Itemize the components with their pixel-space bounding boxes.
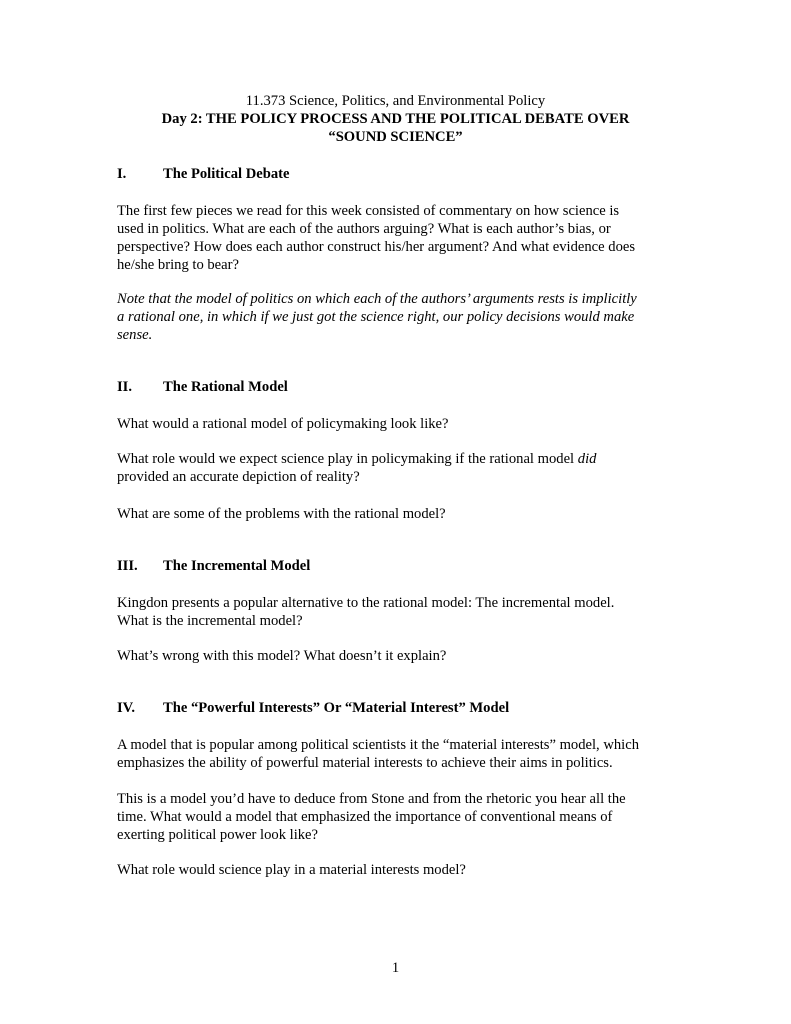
paragraph: [117, 202, 677, 274]
section-number: I.: [117, 166, 127, 182]
section-number: III.: [117, 558, 138, 574]
text-line: [117, 450, 677, 468]
section-heading-political-debate: [117, 166, 289, 183]
lecture-title-line-1: Day 2: THE POLICY PROCESS AND THE POLITICAL DEBATE OVER: [161, 111, 630, 127]
text-line: Note that the model of politics on which each of the authors’ arguments rests is implicitly: [117, 291, 637, 307]
text-line: This is a model you’d have to deduce from Stone and from the rhetoric you hear all the: [117, 791, 626, 807]
section-title: The Political Debate: [163, 166, 290, 182]
course-title: 11.373 Science, Politics, and Environmental Policy: [245, 93, 546, 109]
paragraph: [117, 861, 677, 879]
text-segment: What role would we expect science play in policymaking if the rational model: [117, 451, 578, 467]
text-line: he/she bring to bear?: [117, 257, 239, 273]
text-line: a rational one, in which if we just got the science right, our policy decisions would make: [117, 309, 635, 325]
text-line: perspective? How does each author construct his/her argument? And what evidence does: [117, 239, 636, 255]
text-line: A model that is popular among political scientists it the “material interests” model, which: [117, 737, 640, 753]
paragraph: [117, 647, 677, 665]
section-title: The “Powerful Interests” Or “Material Interest” Model: [163, 700, 510, 716]
text-line: Kingdon presents a popular alternative to the rational model: The incremental model.: [117, 595, 615, 611]
lecture-title-line-2: “SOUND SCIENCE”: [328, 129, 463, 145]
text-line: What are some of the problems with the rational model?: [117, 506, 446, 522]
text-line: provided an accurate depiction of reality?: [117, 469, 360, 485]
paragraph: [117, 450, 677, 486]
text-line: exerting political power look like?: [117, 827, 319, 843]
paragraph: [117, 736, 677, 772]
text-line: emphasizes the ability of powerful material interests to achieve their aims in politics.: [117, 755, 613, 771]
section-title: The Incremental Model: [163, 558, 311, 574]
paragraph: [117, 415, 677, 433]
text-line: What would a rational model of policymaking look like?: [117, 416, 449, 432]
text-line: What role would science play in a material interests model?: [117, 862, 466, 878]
italic-note-paragraph: [117, 290, 677, 344]
paragraph: [117, 790, 677, 844]
text-line: time. What would a model that emphasized the importance of conventional means of: [117, 809, 613, 825]
section-heading-material-interest-model: [117, 700, 509, 717]
paragraph: [117, 594, 677, 630]
text-line: The first few pieces we read for this week consisted of commentary on how science is: [117, 203, 620, 219]
text-line: sense.: [117, 327, 153, 343]
text-line: used in politics. What are each of the authors arguing? What is each author’s bias, or: [117, 221, 611, 237]
section-number: II.: [117, 379, 133, 395]
emphasized-word: did: [577, 451, 597, 467]
section-heading-incremental-model: [117, 558, 310, 575]
section-title: The Rational Model: [163, 379, 288, 395]
text-line: What’s wrong with this model? What doesn’t it explain?: [117, 648, 447, 664]
paragraph: [117, 505, 677, 523]
section-heading-rational-model: [117, 379, 288, 396]
section-number: IV.: [117, 700, 135, 716]
text-line: What is the incremental model?: [117, 613, 303, 629]
page-number: 1: [391, 960, 400, 976]
